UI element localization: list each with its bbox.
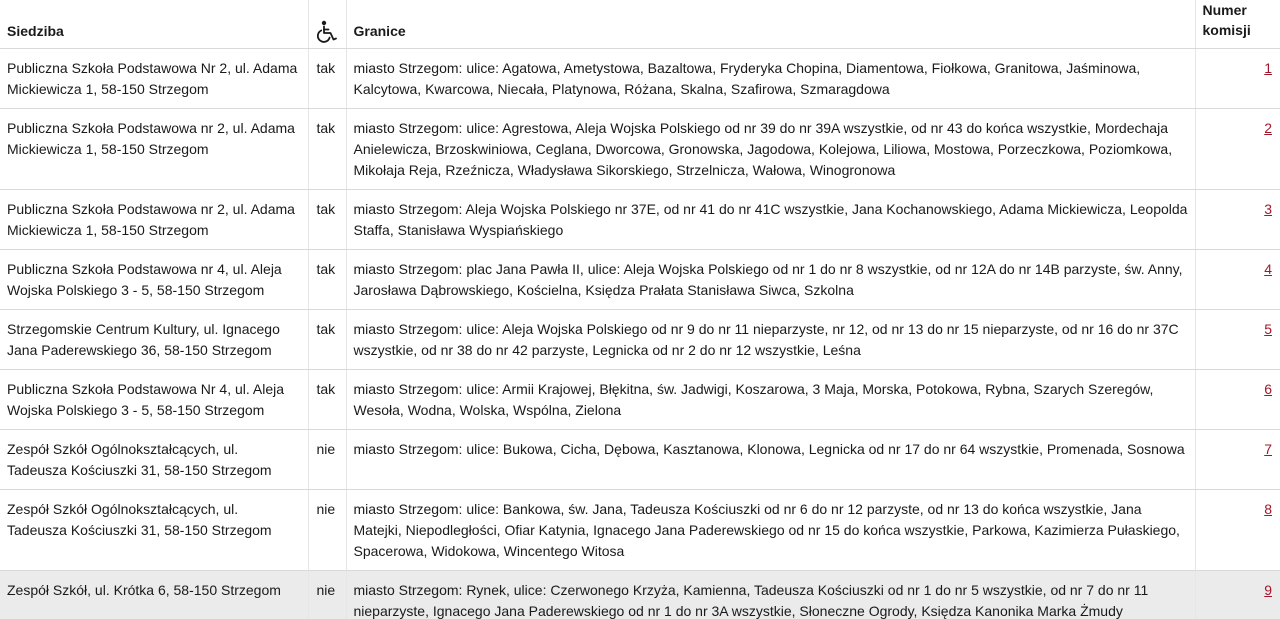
cell-accessibility: nie [308,430,346,490]
cell-siedziba: Publiczna Szkoła Podstawowa Nr 2, ul. Adama Mickiewicza 1, 58-150 Strzegom [0,49,308,109]
table-row [0,310,1280,370]
commission-link[interactable]: 9 [1264,582,1272,598]
cell-granice: miasto Strzegom: ulice: Agatowa, Ametystowa, Bazaltowa, Fryderyka Chopina, Diamentowa, Fiołkowa, Granitowa, Jaśminowa, Kalcytowa, Kwarcowa, Niecała, Platynowa, Różana, Skalna, Szafirowa, Szmaragdowa [346,49,1195,109]
table-row [0,49,1280,109]
commission-link[interactable]: 6 [1264,381,1272,397]
commission-link[interactable]: 2 [1264,120,1272,136]
table-row [0,190,1280,250]
commission-link[interactable]: 3 [1264,201,1272,217]
cell-accessibility: tak [308,370,346,430]
table-row [0,109,1280,190]
cell-accessibility: tak [308,49,346,109]
commission-link[interactable]: 5 [1264,321,1272,337]
table-row [0,430,1280,490]
header-numer-line2: komisji [1202,22,1251,38]
cell-granice: miasto Strzegom: ulice: Agrestowa, Aleja Wojska Polskiego od nr 39 do nr 39A wszystkie, od nr 43 do końca wszystkie, Mordechaja Anielewicza, Brzoskwiniowa, Ceglana, Dworcowa, Gronowska, Jagodowa, Kolejowa, Liliowa, Mostowa, Porzeczkowa, Poziomkowa, Mikołaja Reja, Rzeźnicza, Władysława Sikorskiego, Strzelnicza, Wałowa, Winogronowa [346,109,1195,190]
commission-link[interactable]: 7 [1264,441,1272,457]
cell-granice: miasto Strzegom: ulice: Armii Krajowej, Błękitna, św. Jadwigi, Koszarowa, 3 Maja, Morska, Potokowa, Rybna, Szarych Szeregów, Wesoła, Wodna, Wolska, Wspólna, Zielona [346,370,1195,430]
cell-siedziba: Publiczna Szkoła Podstawowa nr 2, ul. Adama Mickiewicza 1, 58-150 Strzegom [0,109,308,190]
header-accessibility [308,0,346,49]
cell-numer [1195,430,1280,490]
cell-accessibility: tak [308,109,346,190]
table-row [0,370,1280,430]
header-siedziba: Siedziba [0,0,308,49]
table-row [0,490,1280,571]
cell-accessibility: tak [308,190,346,250]
commission-link[interactable]: 8 [1264,501,1272,517]
header-granice: Granice [346,0,1195,49]
table-header-row [0,0,1280,49]
cell-granice: miasto Strzegom: ulice: Bankowa, św. Jana, Tadeusza Kościuszki od nr 6 do nr 12 parzyste, od nr 13 do końca wszystkie, Jana Matejki, Niepodległości, Ofiar Katynia, Ignacego Jana Paderewskiego od nr 15 do końca wszystkie, Parkowa, Kazimierza Pułaskiego, Spacerowa, Widokowa, Wincentego Witosa [346,490,1195,571]
cell-siedziba: Zespół Szkół Ogólnokształcących, ul. Tadeusza Kościuszki 31, 58-150 Strzegom [0,430,308,490]
cell-numer [1195,109,1280,190]
cell-numer [1195,49,1280,109]
table-row [0,250,1280,310]
cell-numer [1195,310,1280,370]
cell-siedziba: Publiczna Szkoła Podstawowa Nr 4, ul. Aleja Wojska Polskiego 3 - 5, 58-150 Strzegom [0,370,308,430]
cell-accessibility: nie [308,490,346,571]
cell-granice: miasto Strzegom: ulice: Aleja Wojska Polskiego od nr 9 do nr 11 nieparzyste, nr 12, od nr 13 do nr 15 nieparzyste, od nr 16 do nr 37C wszystkie, od nr 38 do nr 42 parzyste, Legnicka od nr 2 do nr 12 wszystkie, Leśna [346,310,1195,370]
cell-granice: miasto Strzegom: Rynek, ulice: Czerwonego Krzyża, Kamienna, Tadeusza Kościuszki od nr 1 do nr 5 wszystkie, od nr 7 do nr 11 nieparzyste, Ignacego Jana Paderewskiego od nr 1 do nr 3A wszystkie, Słoneczne Ogrody, Księdza Kanonika Marka Żmudy [346,571,1195,619]
cell-numer [1195,250,1280,310]
cell-numer [1195,190,1280,250]
cell-numer [1195,370,1280,430]
wheelchair-icon [316,20,339,44]
cell-accessibility: tak [308,250,346,310]
cell-granice: miasto Strzegom: ulice: Bukowa, Cicha, Dębowa, Kasztanowa, Klonowa, Legnicka od nr 17 do nr 64 wszystkie, Promenada, Sosnowa [346,430,1195,490]
cell-siedziba: Zespół Szkół Ogólnokształcących, ul. Tadeusza Kościuszki 31, 58-150 Strzegom [0,490,308,571]
cell-numer [1195,490,1280,571]
cell-siedziba: Publiczna Szkoła Podstawowa nr 4, ul. Aleja Wojska Polskiego 3 - 5, 58-150 Strzegom [0,250,308,310]
cell-siedziba: Strzegomskie Centrum Kultury, ul. Ignacego Jana Paderewskiego 36, 58-150 Strzegom [0,310,308,370]
cell-accessibility: tak [308,310,346,370]
cell-numer [1195,571,1280,619]
cell-accessibility: nie [308,571,346,619]
cell-granice: miasto Strzegom: plac Jana Pawła II, ulice: Aleja Wojska Polskiego od nr 1 do nr 8 wszystkie, od nr 12A do nr 14B parzyste, św. Anny, Jarosława Dąbrowskiego, Kościelna, Księdza Prałata Stanisława Siwca, Szkolna [346,250,1195,310]
header-numer-komisji [1195,0,1280,49]
commission-link[interactable]: 4 [1264,261,1272,277]
header-numer-line1: Numer [1202,2,1247,18]
cell-granice: miasto Strzegom: Aleja Wojska Polskiego nr 37E, od nr 41 do nr 41C wszystkie, Jana Kochanowskiego, Adama Mickiewicza, Leopolda Staffa, Stanisława Wyspiańskiego [346,190,1195,250]
commission-link[interactable]: 1 [1264,60,1272,76]
cell-siedziba: Publiczna Szkoła Podstawowa nr 2, ul. Adama Mickiewicza 1, 58-150 Strzegom [0,190,308,250]
table-row-highlighted [0,571,1280,619]
cell-siedziba: Zespół Szkół, ul. Krótka 6, 58-150 Strzegom [0,571,308,619]
